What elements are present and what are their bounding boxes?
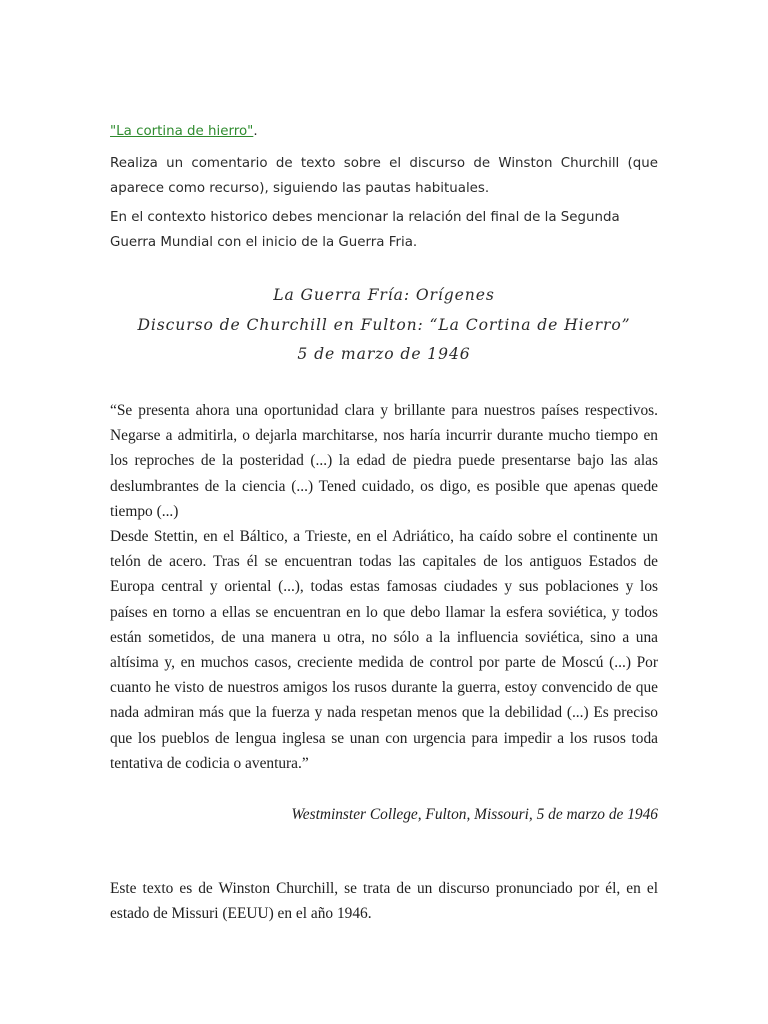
document-subtitle: Discurso de Churchill en Fulton: “La Cortina de Hierro” — [137, 315, 631, 334]
quote-paragraph-2: Desde Stettin, en el Báltico, a Trieste, en el Adriático, ha caído sobre el continente un telón de acero. Tras él se encuentran todas las capitales de los antiguos Estados de Europa central y oriental (...), todas estas famosas ciudades y sus poblaciones y los países en torno a ellas se encuentran en lo que debo llamar la esfera soviética, y todos están sometidos, de una manera u otra, no sólo a la influencia soviética, sino a una altísima y, en muchos casos, creciente medida de control por parte de Moscú (...) Por cuanto he visto de nuestros amigos los rusos durante la guerra, estoy convencido de que nada admiran más que la fuerza y nada respetan menos que la debilidad (...) Es preciso que los pueblos de lengua inglesa se unan con urgencia para impedir a los rusos toda tentativa de codicia o aventura.” — [110, 528, 658, 772]
quote-paragraph-1: “Se presenta ahora una oportunidad clara y brillante para nuestros países respectivos. Negarse a admitirla, o dejarla marchitarse, nos haría incurrir durante mucho tiempo en los reproches de la posteridad (...) la edad de piedra puede presentarse bajo las alas deslumbrantes de la ciencia (...) Tened cuidado, os digo, es posible que apenas quede tiempo (...) — [110, 402, 658, 520]
document-title: La Guerra Fría: Orígenes — [273, 286, 495, 304]
link-suffix: . — [253, 124, 258, 139]
instruction-paragraph-1: Realiza un comentario de texto sobre el discurso de Winston Churchill (que aparece como recurso), siguiendo las pautas habituales. — [110, 156, 658, 196]
document-title-block — [110, 281, 658, 370]
instruction-paragraph-2: En el contexto historico debes mencionar la relación del final de la Segunda Guerra Mundial con el inicio de la Guerra Fria. — [110, 210, 620, 250]
closing-paragraph: Este texto es de Winston Churchill, se trata de un discurso pronunciado por él, en el estado de Missuri (EEUU) en el año 1946. — [110, 880, 658, 923]
resource-link-line — [110, 119, 258, 144]
speech-quote — [110, 398, 658, 776]
speech-signature: Westminster College, Fulton, Missouri, 5 de marzo de 1946 — [291, 806, 658, 823]
document-page — [110, 0, 658, 1024]
document-date: 5 de marzo de 1946 — [297, 345, 471, 363]
resource-link[interactable]: "La cortina de hierro" — [110, 124, 254, 139]
